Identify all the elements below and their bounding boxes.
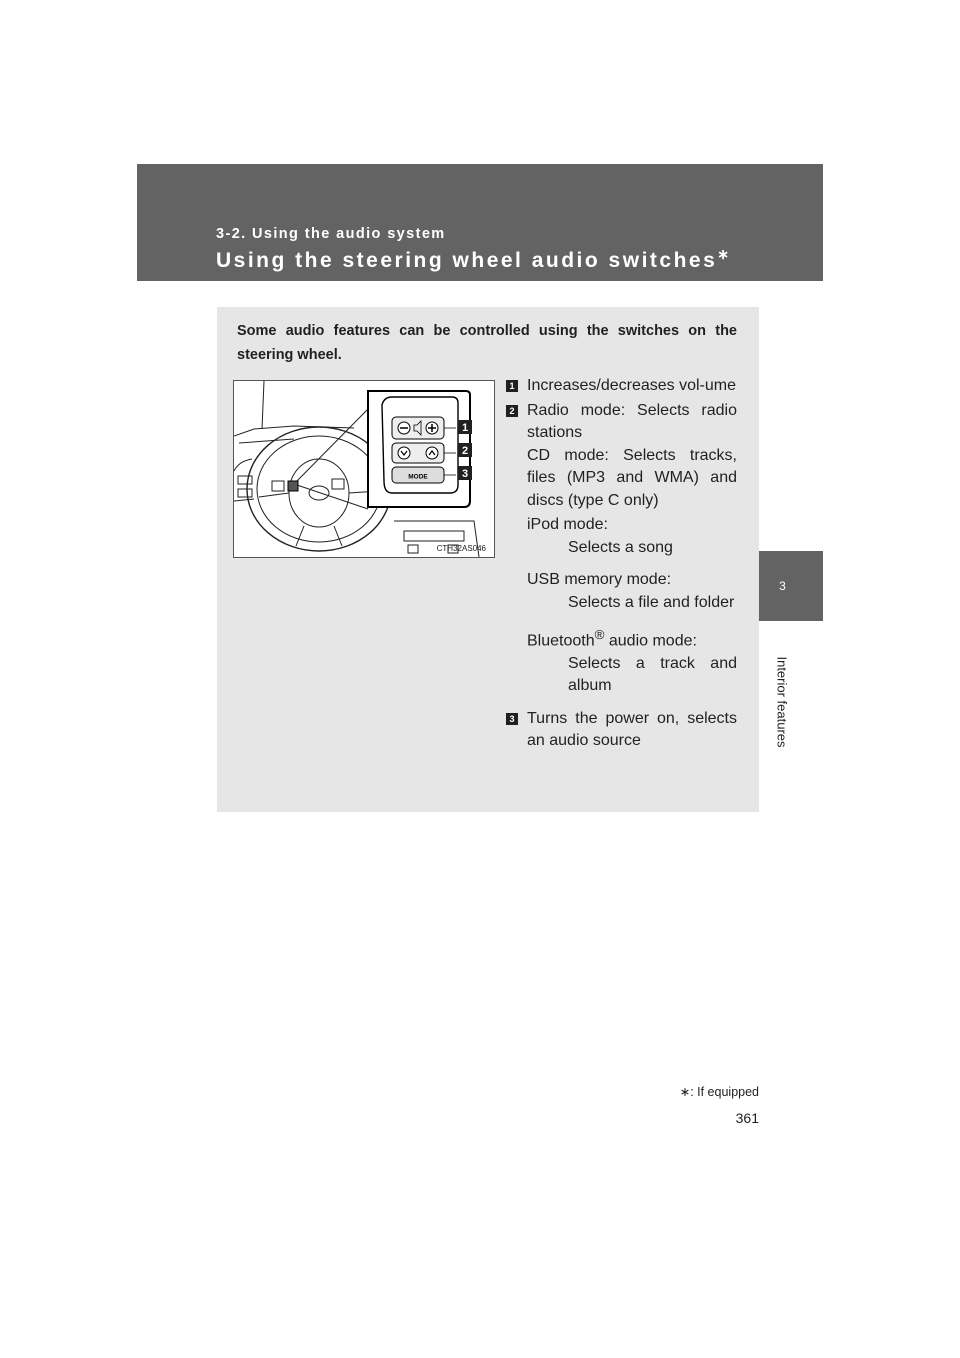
mode-label: iPod mode:	[527, 516, 608, 533]
page-number: 361	[735, 1110, 759, 1126]
steering-wheel-figure	[233, 380, 495, 558]
list-item	[505, 375, 737, 398]
item-number-badge: 1	[506, 380, 518, 392]
mode-label-brand: Bluetooth	[527, 632, 595, 650]
mode-entry	[527, 569, 737, 614]
callout-1: 1	[461, 422, 469, 434]
callout-2: 2	[461, 445, 469, 457]
registered-mark: ®	[594, 627, 605, 642]
mode-value: Selects a song	[568, 538, 673, 556]
item-number-badge: 2	[506, 405, 518, 417]
item-text: Radio mode: Selects radio stations	[527, 401, 737, 441]
mode-entry	[527, 624, 737, 698]
mode-label: USB memory mode:	[527, 571, 672, 588]
item-text: Turns the power on, selects an audio source	[527, 709, 737, 750]
chapter-label: Interior features	[774, 656, 790, 748]
list-item	[505, 400, 737, 513]
steering-wheel-illustration	[234, 381, 494, 557]
chapter-number: 3	[779, 579, 786, 593]
list-item	[505, 708, 737, 753]
title-asterisk: ∗	[717, 246, 729, 262]
switch-function-list	[505, 375, 737, 753]
section-heading: 3-2. Using the audio system	[216, 226, 446, 242]
intro-text: Some audio features can be controlled using the switches on the steering wheel.	[237, 323, 737, 363]
item-text: Increases/decreases vol-ume	[527, 377, 736, 394]
footnote: ∗: If equipped	[679, 1085, 759, 1099]
cd-mode-text: CD mode: Selects tracks, files (MP3 and WMA) and discs (type C only)	[527, 446, 737, 509]
callout-markers	[458, 420, 472, 480]
mode-value: Selects a file and folder	[568, 593, 735, 611]
mode-value: Selects a track and album	[568, 654, 737, 695]
mode-button-label: MODE	[408, 473, 428, 481]
mode-label-rest: audio mode:	[604, 632, 697, 650]
item-number-badge: 3	[506, 713, 518, 725]
callout-3: 3	[461, 468, 469, 480]
content-box	[217, 307, 759, 812]
page-title	[216, 246, 729, 273]
mode-label	[527, 624, 737, 653]
figure-code: CTH32AS046	[436, 544, 486, 553]
title-text: Using the steering wheel audio switches	[216, 249, 718, 272]
mode-entry	[527, 514, 737, 559]
